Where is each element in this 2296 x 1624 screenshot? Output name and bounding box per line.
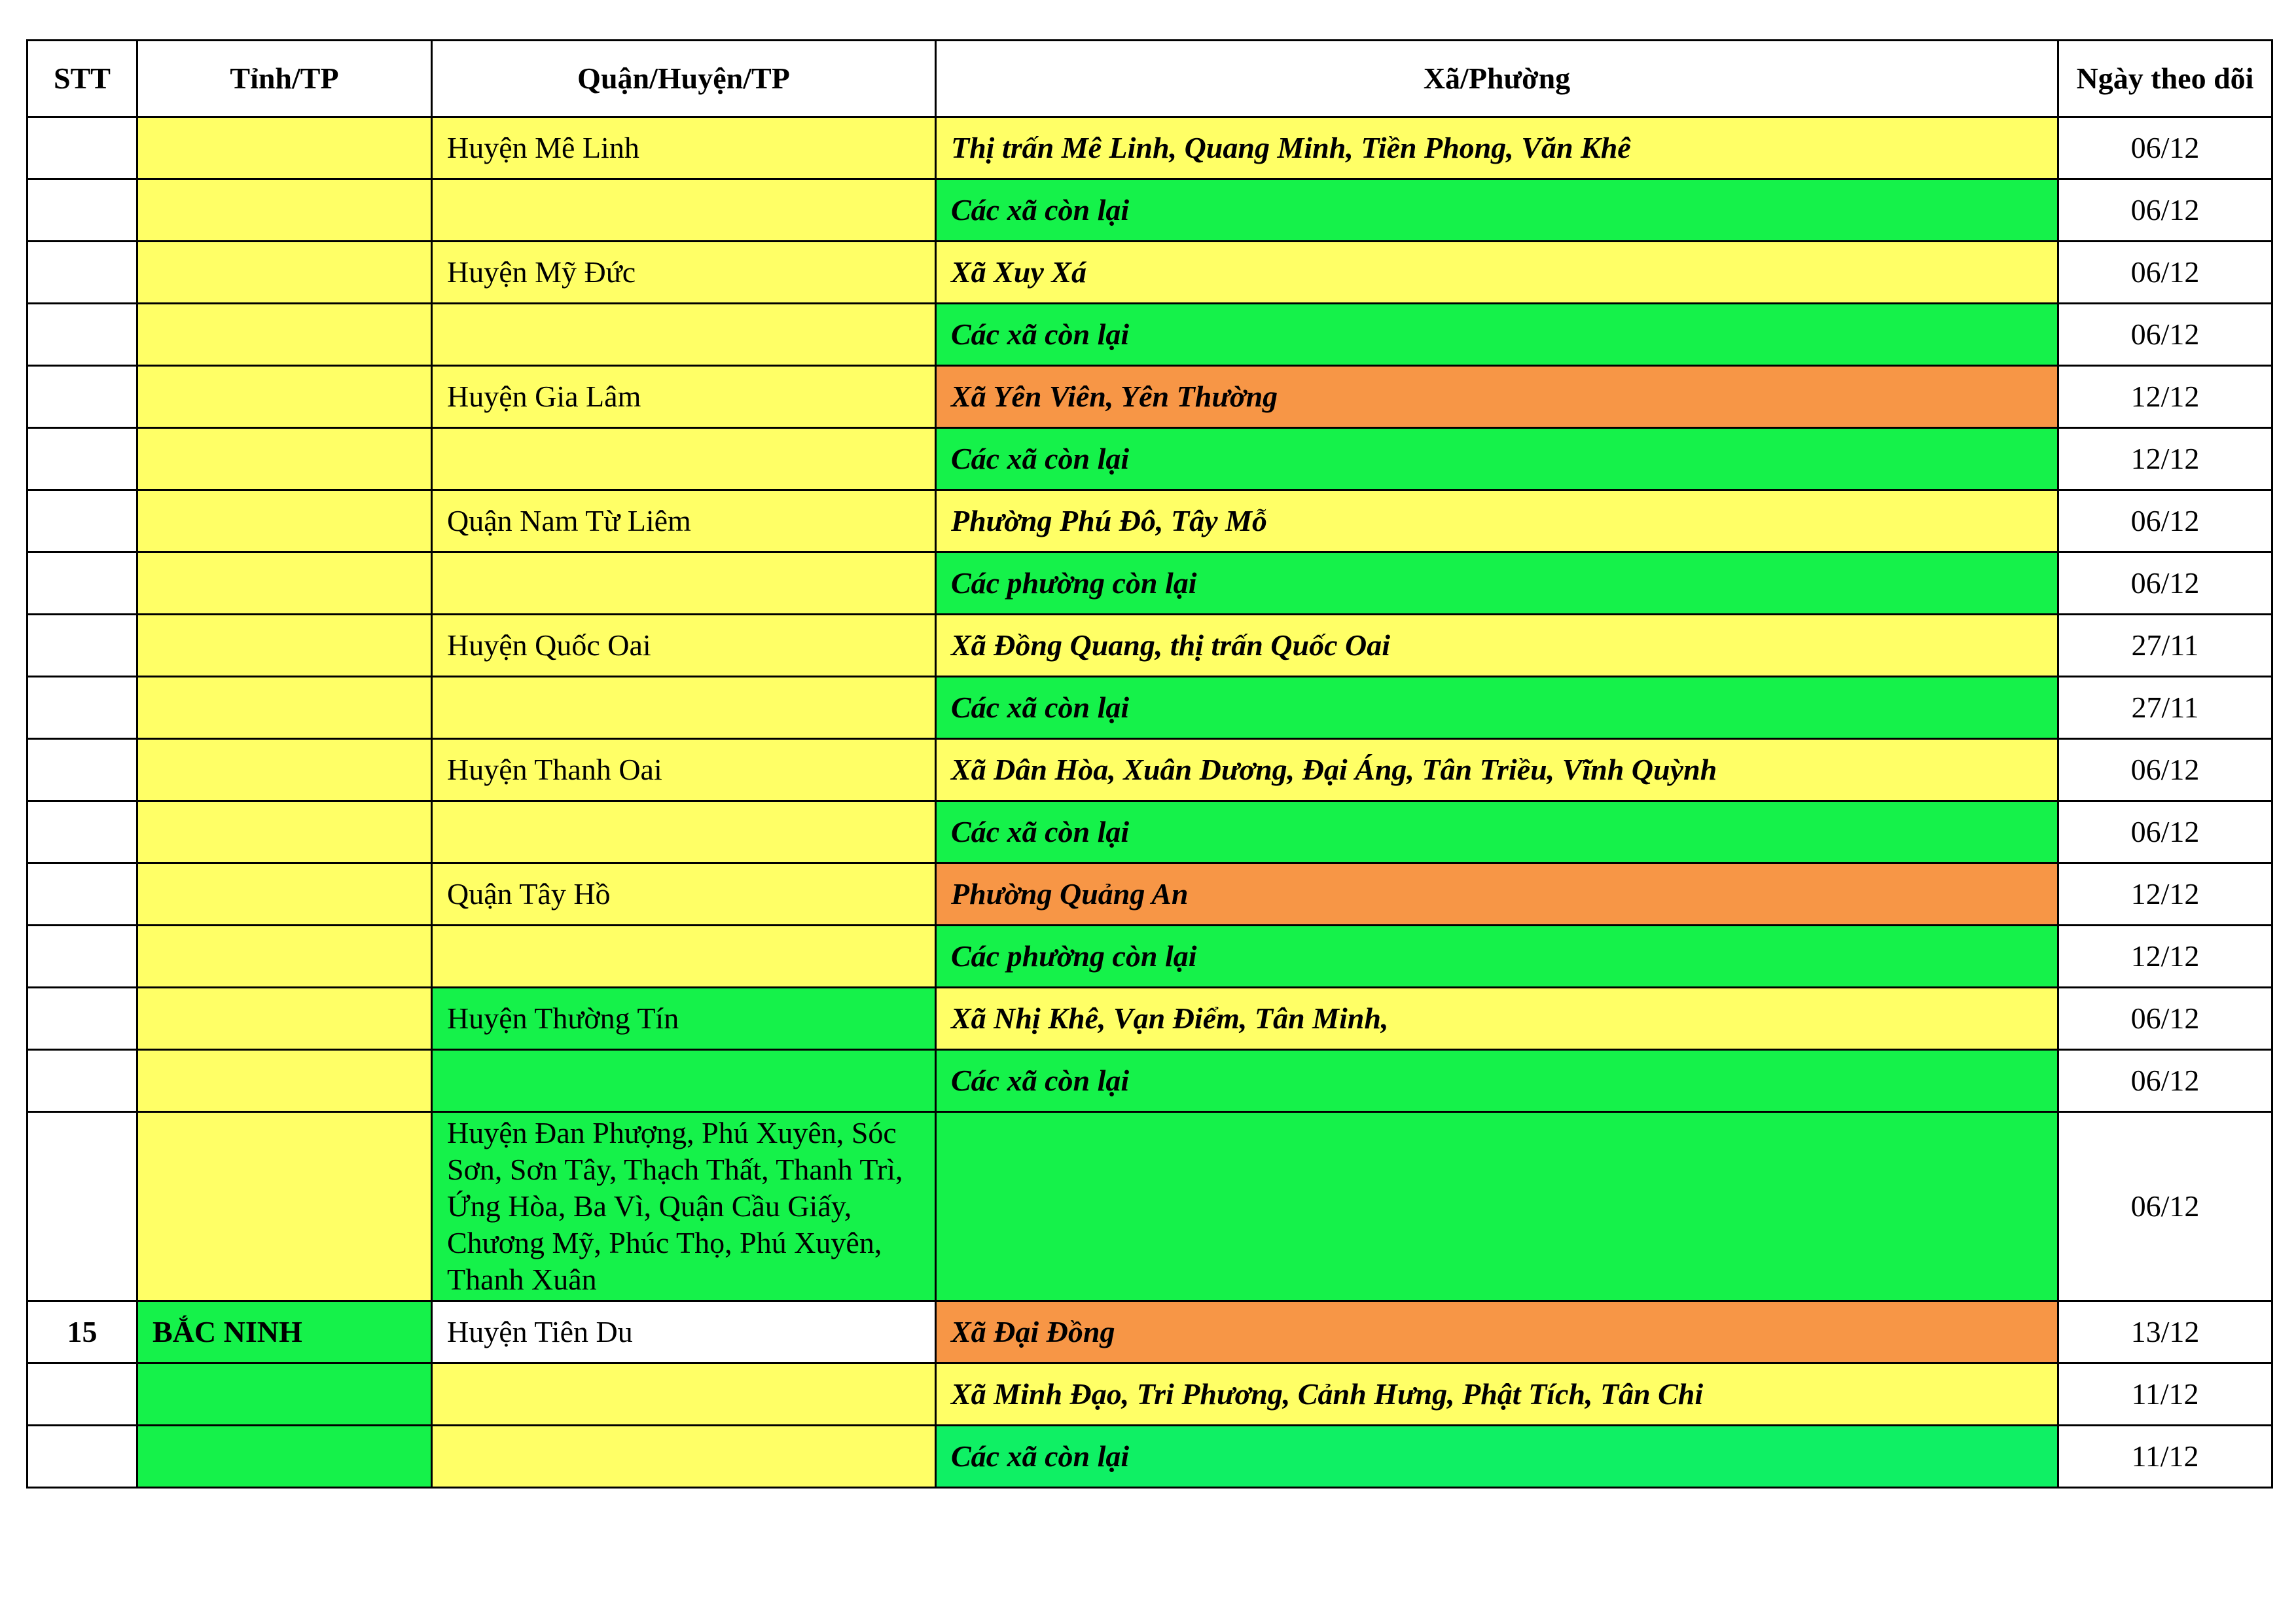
ward-cell: Xã Xuy Xá <box>936 242 2058 304</box>
stt-cell <box>27 428 137 490</box>
date-cell: 06/12 <box>2058 179 2272 242</box>
ward-cell: Xã Dân Hòa, Xuân Dương, Đại Áng, Tân Triều, Vĩnh Quỳnh <box>936 739 2058 801</box>
date-cell: 11/12 <box>2058 1363 2272 1426</box>
province-cell <box>137 739 432 801</box>
stt-cell <box>27 552 137 615</box>
province-cell <box>137 926 432 988</box>
stt-cell <box>27 739 137 801</box>
date-cell: 27/11 <box>2058 677 2272 739</box>
district-cell <box>432 179 936 242</box>
ward-cell: Các xã còn lại <box>936 1426 2058 1488</box>
province-cell <box>137 1112 432 1301</box>
table-row <box>27 117 2272 179</box>
date-cell: 06/12 <box>2058 988 2272 1050</box>
date-cell: 06/12 <box>2058 490 2272 552</box>
header-row <box>27 41 2272 117</box>
province-cell <box>137 428 432 490</box>
province-cell <box>137 179 432 242</box>
ward-cell: Các xã còn lại <box>936 1050 2058 1112</box>
district-cell: Huyện Tiên Du <box>432 1301 936 1363</box>
date-cell: 11/12 <box>2058 1426 2272 1488</box>
ward-cell: Phường Phú Đô, Tây Mỗ <box>936 490 2058 552</box>
district-cell <box>432 1363 936 1426</box>
ward-cell: Thị trấn Mê Linh, Quang Minh, Tiền Phong, Văn Khê <box>936 117 2058 179</box>
table-row <box>27 801 2272 863</box>
stt-cell: 15 <box>27 1301 137 1363</box>
district-cell: Quận Tây Hồ <box>432 863 936 926</box>
district-cell: Huyện Thanh Oai <box>432 739 936 801</box>
district-cell <box>432 1426 936 1488</box>
stt-cell <box>27 1363 137 1426</box>
stt-cell <box>27 801 137 863</box>
ward-cell: Xã Đại Đồng <box>936 1301 2058 1363</box>
date-cell: 12/12 <box>2058 863 2272 926</box>
date-cell: 06/12 <box>2058 801 2272 863</box>
province-cell: BẮC NINH <box>137 1301 432 1363</box>
province-cell <box>137 242 432 304</box>
stt-cell <box>27 863 137 926</box>
stt-cell <box>27 988 137 1050</box>
ward-cell: Xã Yên Viên, Yên Thường <box>936 366 2058 428</box>
date-cell: 12/12 <box>2058 926 2272 988</box>
ward-cell: Các xã còn lại <box>936 677 2058 739</box>
ward-cell: Các xã còn lại <box>936 179 2058 242</box>
table-row <box>27 1426 2272 1488</box>
table-row <box>27 739 2272 801</box>
date-cell: 06/12 <box>2058 1050 2272 1112</box>
stt-cell <box>27 179 137 242</box>
date-cell: 06/12 <box>2058 739 2272 801</box>
ward-cell: Các xã còn lại <box>936 801 2058 863</box>
ward-cell: Các xã còn lại <box>936 428 2058 490</box>
province-cell <box>137 801 432 863</box>
ward-cell <box>936 1112 2058 1301</box>
stt-cell <box>27 366 137 428</box>
table-row <box>27 1363 2272 1426</box>
table-row <box>27 552 2272 615</box>
province-cell <box>137 677 432 739</box>
date-cell: 06/12 <box>2058 1112 2272 1301</box>
date-cell: 06/12 <box>2058 242 2272 304</box>
ward-cell: Phường Quảng An <box>936 863 2058 926</box>
header-date: Ngày theo dõi <box>2058 41 2272 117</box>
stt-cell <box>27 242 137 304</box>
table-row <box>27 1112 2272 1301</box>
ward-cell: Các phường còn lại <box>936 926 2058 988</box>
date-cell: 27/11 <box>2058 615 2272 677</box>
province-cell <box>137 988 432 1050</box>
district-cell <box>432 801 936 863</box>
stt-cell <box>27 1426 137 1488</box>
province-cell <box>137 1050 432 1112</box>
ward-cell: Xã Nhị Khê, Vạn Điểm, Tân Minh, <box>936 988 2058 1050</box>
table-row <box>27 179 2272 242</box>
district-cell: Quận Nam Từ Liêm <box>432 490 936 552</box>
district-cell <box>432 677 936 739</box>
province-cell <box>137 490 432 552</box>
district-cell: Huyện Mỹ Đức <box>432 242 936 304</box>
ward-cell: Các phường còn lại <box>936 552 2058 615</box>
stt-cell <box>27 926 137 988</box>
table-row <box>27 926 2272 988</box>
header-district: Quận/Huyện/TP <box>432 41 936 117</box>
table-row <box>27 1301 2272 1363</box>
header-province: Tỉnh/TP <box>137 41 432 117</box>
stt-cell <box>27 117 137 179</box>
table-row <box>27 428 2272 490</box>
stt-cell <box>27 1112 137 1301</box>
district-cell <box>432 926 936 988</box>
district-cell: Huyện Đan Phượng, Phú Xuyên, Sóc Sơn, Sơn Tây, Thạch Thất, Thanh Trì, Ứng Hòa, Ba Vì, Quận Cầu Giấy, Chương Mỹ, Phúc Thọ, Phú Xuyên, Thanh Xuân <box>432 1112 936 1301</box>
district-cell <box>432 1050 936 1112</box>
table-row <box>27 615 2272 677</box>
district-cell <box>432 552 936 615</box>
province-cell <box>137 615 432 677</box>
date-cell: 06/12 <box>2058 552 2272 615</box>
stt-cell <box>27 490 137 552</box>
table-row <box>27 490 2272 552</box>
header-ward: Xã/Phường <box>936 41 2058 117</box>
district-cell: Huyện Quốc Oai <box>432 615 936 677</box>
table-row <box>27 677 2272 739</box>
stt-cell <box>27 304 137 366</box>
district-cell <box>432 304 936 366</box>
table-row <box>27 988 2272 1050</box>
province-cell <box>137 366 432 428</box>
district-cell <box>432 428 936 490</box>
province-cell <box>137 117 432 179</box>
table-row <box>27 1050 2272 1112</box>
date-cell: 12/12 <box>2058 428 2272 490</box>
stt-cell <box>27 615 137 677</box>
date-cell: 12/12 <box>2058 366 2272 428</box>
table-row <box>27 304 2272 366</box>
ward-cell: Xã Minh Đạo, Tri Phương, Cảnh Hưng, Phật Tích, Tân Chi <box>936 1363 2058 1426</box>
table-row <box>27 242 2272 304</box>
province-cell <box>137 552 432 615</box>
district-cell: Huyện Gia Lâm <box>432 366 936 428</box>
date-cell: 06/12 <box>2058 117 2272 179</box>
date-cell: 13/12 <box>2058 1301 2272 1363</box>
table-row <box>27 863 2272 926</box>
stt-cell <box>27 1050 137 1112</box>
province-cell <box>137 1363 432 1426</box>
table-row <box>27 366 2272 428</box>
ward-cell: Xã Đồng Quang, thị trấn Quốc Oai <box>936 615 2058 677</box>
province-cell <box>137 304 432 366</box>
zone-table <box>26 39 2273 1489</box>
header-stt: STT <box>27 41 137 117</box>
province-cell <box>137 1426 432 1488</box>
stt-cell <box>27 677 137 739</box>
ward-cell: Các xã còn lại <box>936 304 2058 366</box>
province-cell <box>137 863 432 926</box>
district-cell: Huyện Mê Linh <box>432 117 936 179</box>
date-cell: 06/12 <box>2058 304 2272 366</box>
district-cell: Huyện Thường Tín <box>432 988 936 1050</box>
